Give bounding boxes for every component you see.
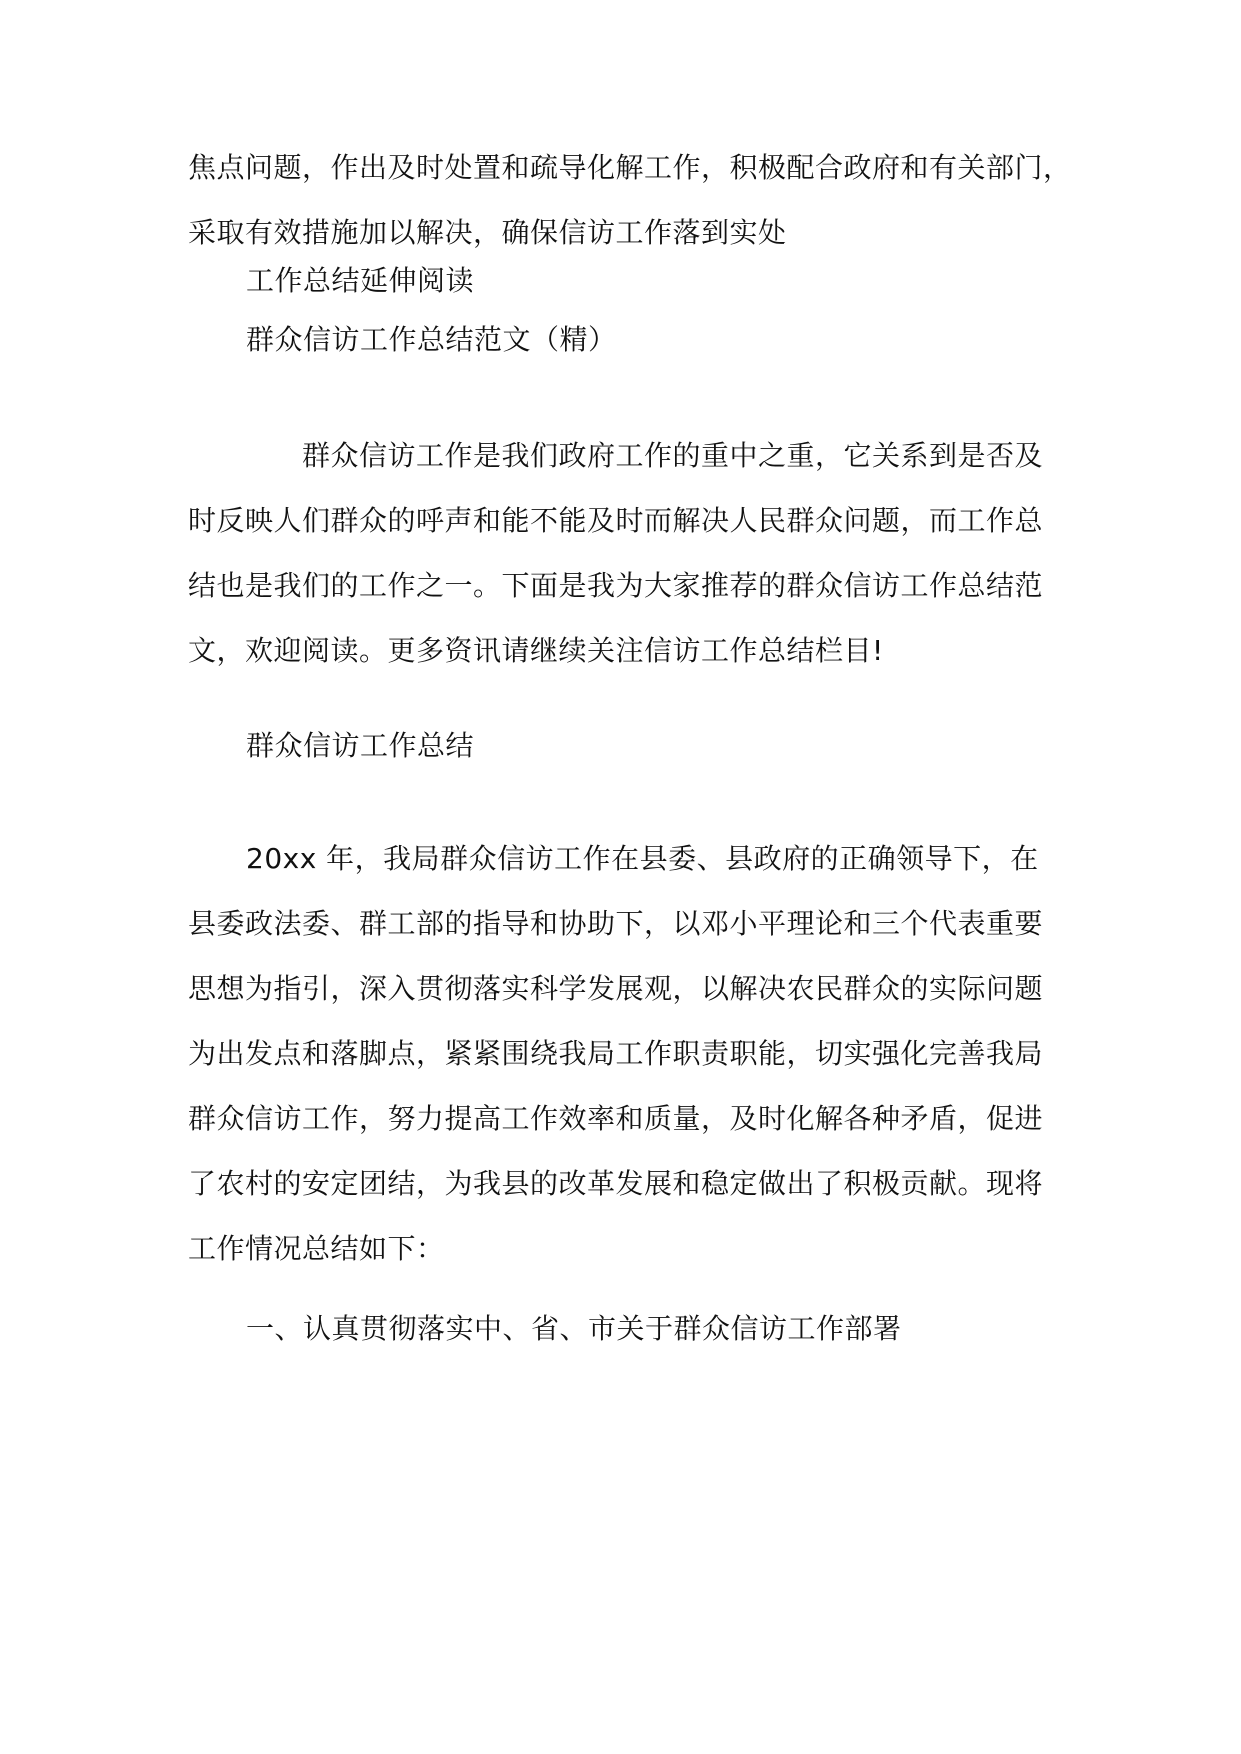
text-line: 时反映人们群众的呼声和能不能及时而解决人民群众问题，而工作总 — [188, 504, 1044, 537]
article-title: 群众信访工作总结范文（精） — [246, 323, 617, 356]
text-line: 了农村的安定团结，为我县的改革发展和稳定做出了积极贡献。现将 — [188, 1167, 1044, 1200]
text-line: 思想为指引，深入贯彻落实科学发展观，以解决农民群众的实际问题 — [188, 972, 1044, 1005]
text-line: 县委政法委、群工部的指导和协助下，以邓小平理论和三个代表重要 — [188, 907, 1044, 940]
text-line: 工作情况总结如下： — [188, 1232, 445, 1265]
point-one-heading: 一、认真贯彻落实中、省、市关于群众信访工作部署 — [246, 1312, 902, 1345]
text-line: 文，欢迎阅读。更多资讯请继续关注信访工作总结栏目! — [188, 634, 884, 667]
text-line: 20xx 年，我局群众信访工作在县委、县政府的正确领导下，在 — [246, 842, 1039, 875]
text-line: 群众信访工作是我们政府工作的重中之重，它关系到是否及 — [302, 439, 1044, 472]
abstract-paragraph — [188, 423, 1058, 683]
extended-reading-heading: 工作总结延伸阅读 — [246, 264, 475, 297]
intro-paragraph — [188, 135, 1072, 265]
text-line: 焦点问题，作出及时处置和疏导化解工作，积极配合政府和有关部门， — [188, 151, 1072, 184]
text-line: 为出发点和落脚点，紧紧围绕我局工作职责职能，切实强化完善我局 — [188, 1037, 1044, 1070]
body-paragraph — [188, 826, 1058, 1281]
section-title: 群众信访工作总结 — [246, 729, 475, 762]
text-line: 结也是我们的工作之一。下面是我为大家推荐的群众信访工作总结范 — [188, 569, 1044, 602]
text-line: 群众信访工作，努力提高工作效率和质量，及时化解各种矛盾，促进 — [188, 1102, 1044, 1135]
text-line: 采取有效措施加以解决，确保信访工作落到实处 — [188, 216, 787, 249]
